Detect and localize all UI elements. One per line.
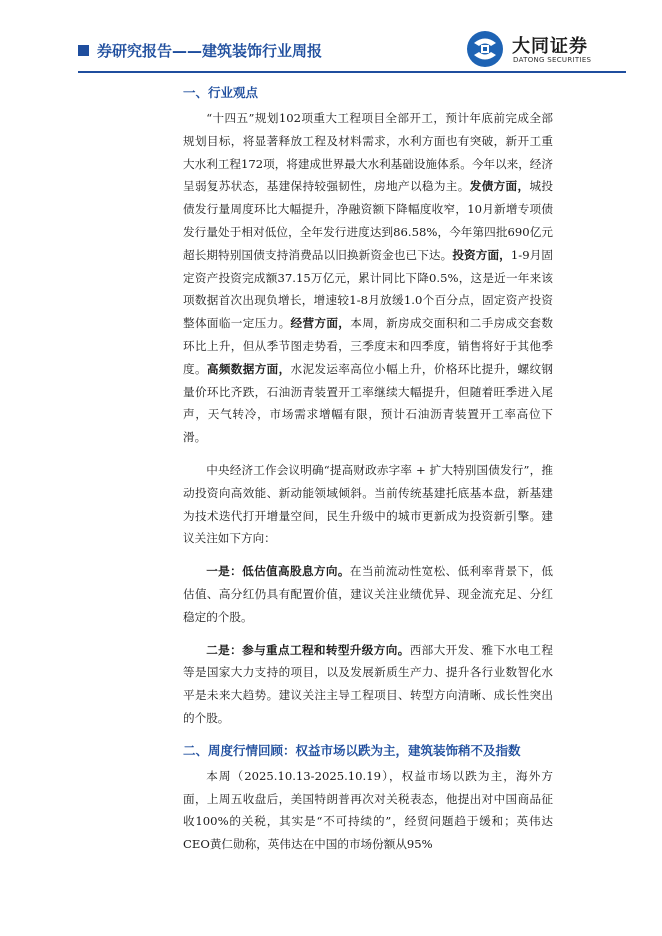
p1-bold-bond: 发债方面， [469, 179, 530, 194]
logo-chinese-name: 大同证券 [512, 36, 588, 57]
p4-bold: 二是：参与重点工程和转型升级方向。 [206, 642, 410, 657]
p3-bold: 一是：低估值高股息方向。 [206, 564, 350, 579]
p1-text-3: 1-9月固定资产投资完成额37.15万亿元，累计同比下降0.5%，这是近一年来该项数据首次出现负增长，增速较1-8月放缓1.0个百分点，固定资产投资整体面临一定压力。 [183, 247, 553, 331]
paragraph-policy [183, 459, 553, 550]
p1-bold-highfreq: 高频数据方面， [206, 361, 291, 376]
paragraph-direction-2 [183, 639, 553, 730]
report-header-title: 券研究报告——建筑装饰行业周报 [97, 42, 323, 60]
p1-text-5: 水泥发运率高位小幅上升，价格环比提升，螺纹钢量价环比齐跌，石油沥青装置开工率继续大幅提升，但随着旺季进入尾声，天气转冷，市场需求增幅有限，预计石油沥青装置开工率高位下滑。 [183, 361, 553, 445]
p5-text: 本周（2025.10.13-2025.10.19），权益市场以跌为主，海外方面，上周五收盘后，美国特朗普再次对关税表态，他提出对中国商品征收100%的关税，其实是“不可持续的”，经贸问题趋于缓和；英伟达CEO黄仁勋称，英伟达在中国的市场份额从95% [183, 768, 553, 852]
section-2-heading: 二、周度行情回顾：权益市场以跌为主，建筑装饰稍不及指数 [183, 742, 521, 758]
p3-text: 在当前流动性宽松、低利率背景下，低估值、高分红仍具有配置价值，建议关注业绩优异、现金流充足、分红稳定的个股。 [183, 564, 553, 624]
paragraph-weekly-review [183, 765, 553, 856]
p4-text: 西部大开发、雅下水电工程等是国家大力支持的项目，以及发展新质生产力、提升各行业数智化水平是未来大趋势。建议关注主导工程项目、转型方向清晰、成长性突出的个股。 [183, 642, 553, 725]
report-body [183, 82, 553, 866]
paragraph-industry-overview [183, 107, 553, 449]
p1-bold-operation: 经营方面， [290, 316, 351, 331]
datong-logo-icon [466, 30, 504, 68]
header-divider [78, 71, 626, 73]
paragraph-direction-1 [183, 560, 553, 628]
p1-text-1: “十四五”规划102项重大工程项目全部开工，预计年底前完成全部规划目标，将显著释放工程及材料需求，水利方面也有突破，新开工重大水利工程172项，将建成世界最大水利基础设施体系。今年以来，经济呈弱复苏状态，基建保持较强韧性，房地产以稳为主。 [183, 111, 553, 194]
section-1-heading: 一、行业观点 [183, 85, 259, 100]
p2-text: 中央经济工作会议明确“提高财政赤字率 + 扩大特别国债发行”，推动投资向高效能、新动能领域倾斜。当前传统基建托底基本盘，新基建为技术迭代打开增量空间，民生升级中的城市更新成为投资新引擎。建议关注如下方向： [183, 462, 553, 546]
p1-text-2: 城投债发行量周度环比大幅提升，净融资额下降幅度收窄，10月新增专项债发行量处于相对低位，全年发行进度达到86.58%，今年第四批690亿元超长期特别国债支持消费品以旧换新资金也已下达。 [183, 179, 553, 262]
p1-bold-investment: 投资方面， [452, 247, 511, 262]
logo-english-name: DATONG SECURITIES [513, 56, 592, 64]
datong-securities-logo [466, 30, 626, 70]
p1-text-4: 本周，新房成交面积和二手房成交套数环比上升，但从季节图走势看，三季度末和四季度，销售将好于其他季度。 [183, 316, 553, 376]
header-square-marker [78, 45, 89, 56]
page-header [0, 0, 662, 80]
